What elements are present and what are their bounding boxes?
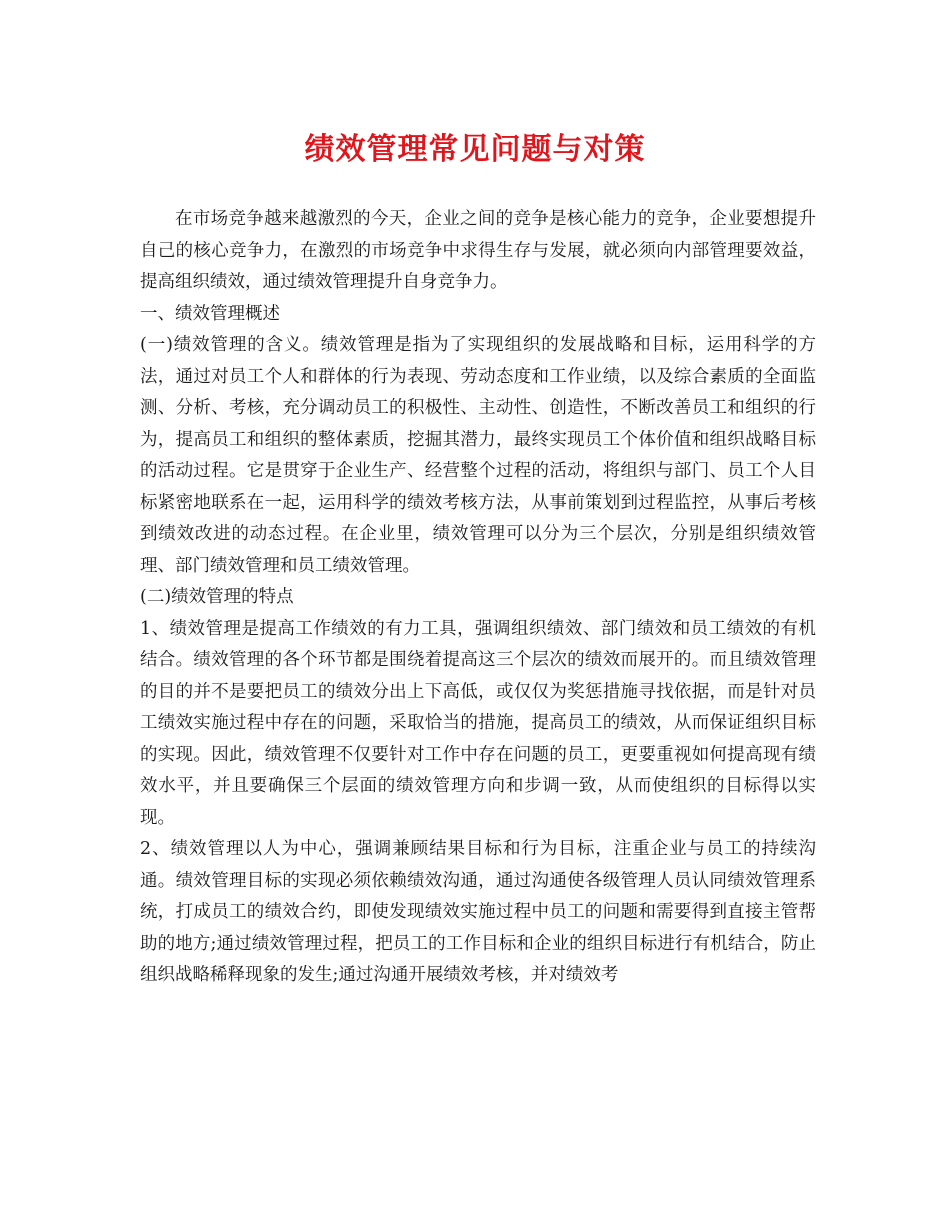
- definition-paragraph: (一)绩效管理的含义。绩效管理是指为了实现组织的发展战略和目标，运用科学的方法，通过对员工个人和群体的行为表现、劳动态度和工作业绩，以及综合素质的全面监测、分析、考核，充分调动员工的积极性、主动性、创造性，不断改善员工和组织的行为，提高员工和组织的整体素质，挖掘其潜力，最终实现员工个体价值和组织战略目标的活动过程。它是贯穿于企业生产、经营整个过程的活动，将组织与部门、员工个人目标紧密地联系在一起，运用科学的绩效考核方法，从事前策划到过程监控，从事后考核到绩效改进的动态过程。在企业里，绩效管理可以分为三个层次，分别是组织绩效管理、部门绩效管理和员工绩效管理。: [140, 335, 816, 576]
- subsection-heading-features: (二)绩效管理的特点: [140, 587, 294, 607]
- feature-paragraph-1: 1、绩效管理是提高工作绩效的有力工具，强调组织绩效、部门绩效和员工绩效的有机结合。绩效管理的各个环节都是围绕着提高这三个层次的绩效而展开的。而且绩效管理的目的并不是要把员工的绩效分出上下高低，或仅仅为奖惩措施寻找依据，而是针对员工绩效实施过程中存在的问题，采取恰当的措施，提高员工的绩效，从而保证组织目标的实现。因此，绩效管理不仅要针对工作中存在问题的员工，更要重视如何提高现有绩效水平，并且要确保三个层面的绩效管理方向和步调一致，从而使组织的目标得以实现。: [140, 618, 816, 828]
- section-heading-overview: 一、绩效管理概述: [140, 303, 280, 324]
- feature-paragraph-2: 2、绩效管理以人为中心，强调兼顾结果目标和行为目标，注重企业与员工的持续沟通。绩效管理目标的实现必须依赖绩效沟通，通过沟通使各级管理人员认同绩效管理系统，打成员工的绩效合约，即使发现绩效实施过程中员工的问题和需要得到直接主管帮助的地方;通过绩效管理过程，把员工的工作目标和企业的组织目标进行有机结合，防止组织战略稀释现象的发生;通过沟通开展绩效考核，并对绩效考: [140, 839, 816, 985]
- document-body: [140, 204, 816, 992]
- intro-paragraph: 在市场竞争越来越激烈的今天，企业之间的竞争是核心能力的竞争，企业要想提升自己的核心竞争力，在激烈的市场竞争中求得生存与发展，就必须向内部管理要效益，提高组织绩效，通过绩效管理提升自身竞争力。: [140, 209, 816, 292]
- document-title: 绩效管理常见问题与对策: [304, 132, 646, 167]
